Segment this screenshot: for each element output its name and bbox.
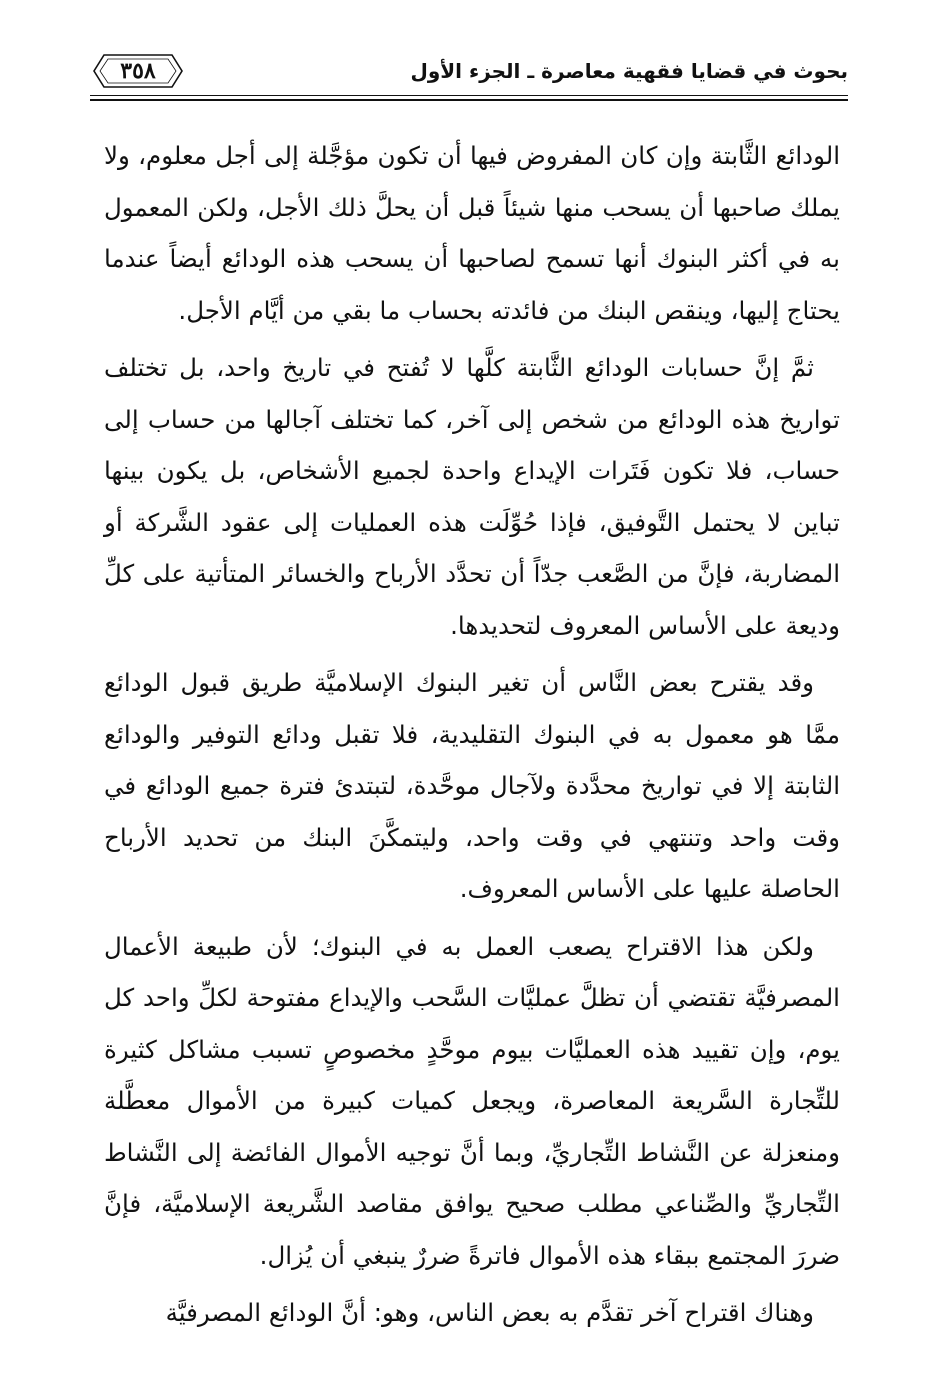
paragraph: وهناك اقتراح آخر تقدَّم به بعض الناس، وهو: أنَّ الودائع المصرفيَّة xyxy=(165,1298,814,1327)
paragraph: وقد يقترح بعض النَّاس أن تغير البنوك الإسلاميَّة طريق قبول الودائع ممَّا هو معمول به في البنوك التقليدية، فلا تقبل ودائع التوفير والودائع الثابتة إلا في تواريخ محدَّدة ولآجال موحَّدة، لتبتدئ فترة جميع الودائع في وقت واحد وتنتهي في وقت واحد، وليتمكَّنَ البنك من تحديد الأرباح الحاصلة عليها على الأساس المعروف. xyxy=(104,668,840,903)
body-text xyxy=(104,130,840,1345)
paragraph: ولكن هذا الاقتراح يصعب العمل به في البنوك؛ لأن طبيعة الأعمال المصرفيَّة تقتضي أن تظلَّ عمليَّات السَّحب والإيداع مفتوحة لكلِّ واحد كل يوم، وإن تقييد هذه العمليَّات بيوم موحَّدٍ مخصوصٍ تسبب مشاكل كثيرة للتِّجارة السَّريعة المعاصرة، ويجعل كميات كبيرة من الأموال معطَّلة ومنعزلة عن النَّشاط التِّجاريِّ، وبما أنَّ توجيه الأموال الفائضة إلى النَّشاط التِّجاريِّ والصِّناعي مطلب صحيح يوافق مقاصد الشَّريعة الإسلاميَّة، فإنَّ ضررَ المجتمع ببقاء هذه الأموال فاترةً ضررٌ ينبغي أن يُزال. xyxy=(104,931,840,1270)
paragraph: الودائع الثَّابتة وإن كان المفروض فيها أن تكون مؤجَّلة إلى أجل معلوم، ولا يملك صاحبها أن يسحب منها شيئاً قبل أن يحلَّ ذلك الأجل، ولكن المعمول به في أكثر البنوك أنها تسمح لصاحبها أن يسحب هذه الودائع أيضاً عندما يحتاج إليها، وينقص البنك من فائدته بحساب ما بقي من أيَّام الأجل. xyxy=(104,141,840,325)
header-rule-thick xyxy=(90,99,848,101)
header-rule-thin xyxy=(90,95,848,96)
page-number-text: ٣٥٨ xyxy=(120,58,156,84)
page-number xyxy=(90,52,186,90)
paragraph: ثمَّ إنَّ حسابات الودائع الثَّابتة كلَّها لا تُفتح في تاريخ واحد، بل تختلف تواريخ هذه الودائع من شخص إلى آخر، كما تختلف آجالها من حساب إلى حساب، فلا تكون فَتَرات الإيداع واحدة لجميع الأشخاص، بل يكون بينها تباين لا يحتمل التَّوفيق، فإذا حُوِّلَت هذه العمليات إلى عقود الشَّركة أو المضاربة، فإنَّ من الصَّعب جدّاً أن تحدَّد الأرباح والخسائر المتأتية على كلِّ وديعة على الأساس المعروف لتحديدها. xyxy=(104,353,840,640)
running-title: بحوث في قضايا فقهية معاصرة ـ الجزء الأول xyxy=(410,59,848,83)
